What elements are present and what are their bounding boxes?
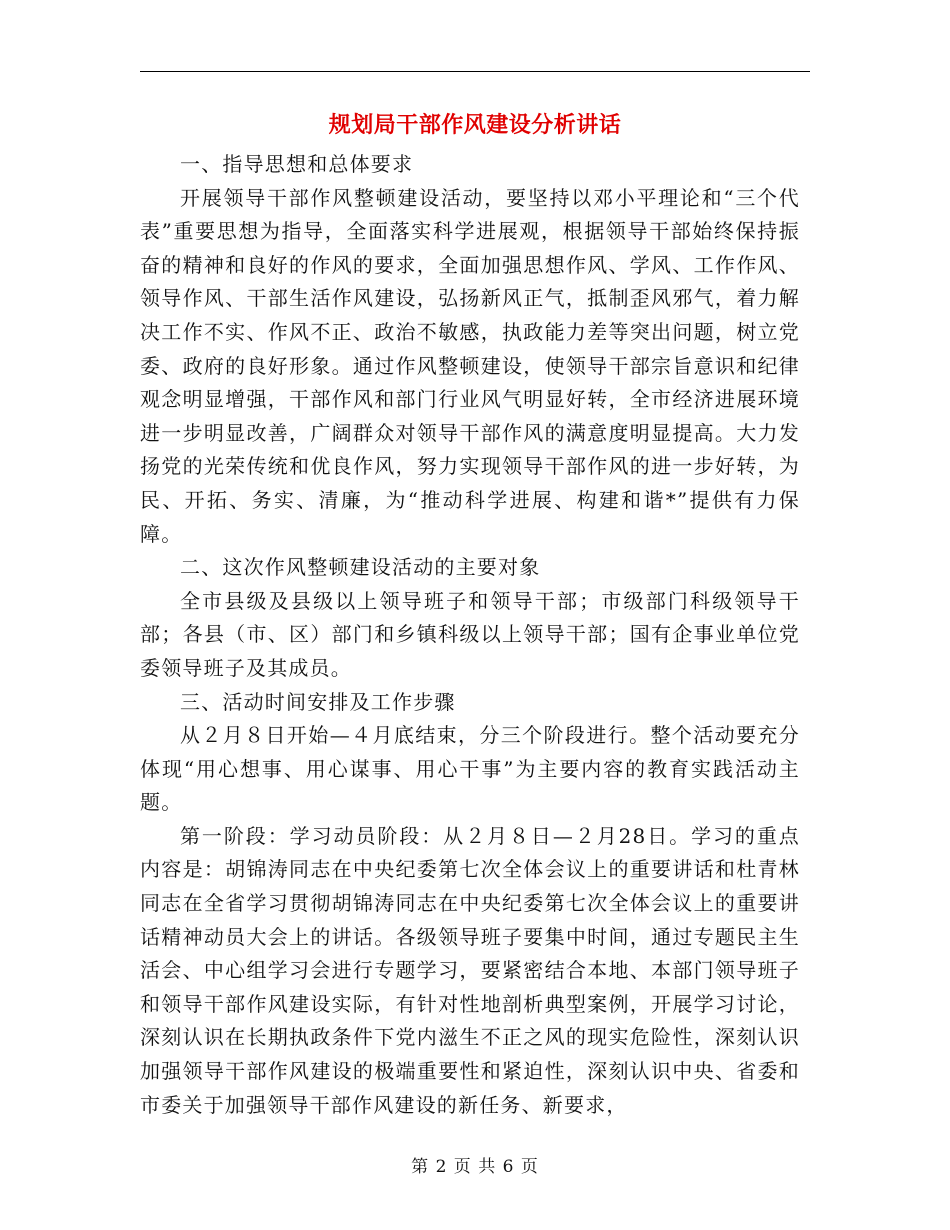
paragraph-main-targets: 全市县级及县级以上领导班子和领导干部；市级部门科级领导干部；各县（市、区）部门和乡镇科级以上领导干部；国有企事业单位党委领导班子及其成员。 xyxy=(140,588,800,680)
section-heading-3: 三、活动时间安排及工作步骤 xyxy=(180,689,456,714)
page-number: 第 2 页 共 6 页 xyxy=(411,1157,539,1177)
paragraph-phase-one: 第一阶段：学习动员阶段：从２月８日—２月28日。学习的重点内容是：胡锦涛同志在中央纪委第七次全体会议上的重要讲话和杜青林同志在全省学习贯彻胡锦涛同志在中央纪委第七次全体会议上的重要讲话精神动员大会上的讲话。各级领导班子要集中时间，通过专题民主生活会、中心组学习会进行专题学习，要紧密结合本地、本部门领导班子和领导干部作风建设实际，有针对性地剖析典型案例，开展学习讨论，深刻认识在长期执政条件下党内滋生不正之风的现实危险性，深刻认识加强领导干部作风建设的极端重要性和紧迫性，深刻认识中央、省委和市委关于加强领导干部作风建设的新任务、新要求， xyxy=(140,823,800,1117)
header-rule xyxy=(140,71,810,72)
paragraph-guiding-thought: 开展领导干部作风整顿建设活动，要坚持以邓小平理论和“三个代表”重要思想为指导，全面落实科学进展观，根据领导干部始终保持振奋的精神和良好的作风的要求，全面加强思想作风、学风、工作作风、领导作风、干部生活作风建设，弘扬新风正气，抵制歪风邪气，着力解决工作不实、作风不正、政治不敏感，执政能力差等突出问题，树立党委、政府的良好形象。通过作风整顿建设，使领导干部宗旨意识和纪律观念明显增强，干部作风和部门行业风气明显好转，全市经济进展环境进一步明显改善，广阔群众对领导干部作风的满意度明显提高。大力发扬党的光荣传统和优良作风，努力实现领导干部作风的进一步好转，为民、开拓、务实、清廉，为“推动科学进展、构建和谐*”提供有力保障。 xyxy=(140,185,800,546)
section-heading-1: 一、指导思想和总体要求 xyxy=(180,152,414,176)
document-title: 规划局干部作风建设分析讲话 xyxy=(328,113,622,138)
document-body xyxy=(140,148,800,1122)
section-heading-2: 二、这次作风整顿建设活动的主要对象 xyxy=(180,555,541,580)
paragraph-schedule: 从２月８日开始—４月底结束，分三个阶段进行。整个活动要充分体现“用心想事、用心谋事、用心干事”为主要内容的教育实践活动主题。 xyxy=(140,723,800,815)
